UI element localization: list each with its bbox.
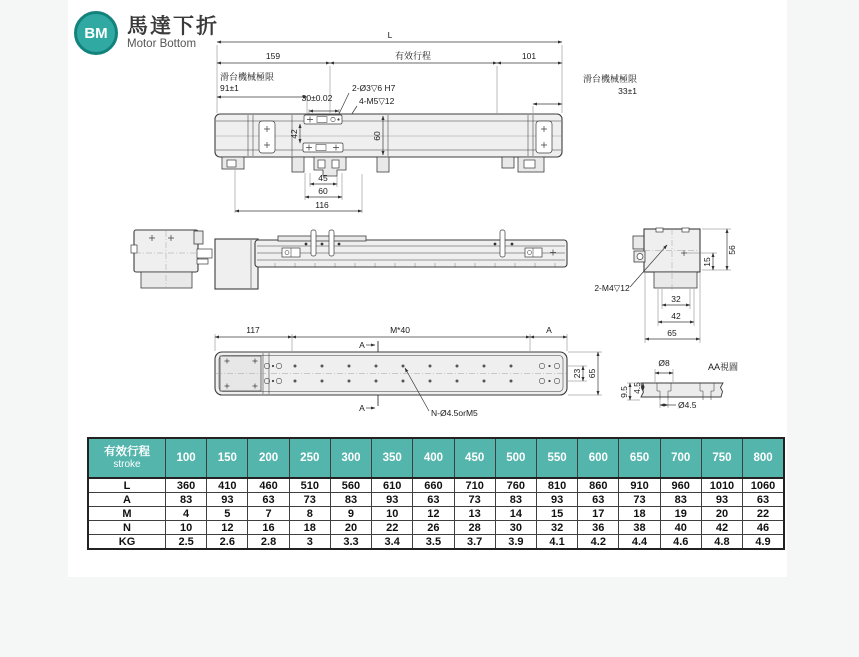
table-cell: 2.5 [166, 535, 207, 550]
bottom-plan-view [215, 325, 602, 418]
stroke-column-header: 100 [166, 438, 207, 478]
stroke-table [87, 437, 785, 550]
row-label: N [88, 521, 166, 535]
table-cell: 12 [207, 521, 248, 535]
table-cell: 22 [372, 521, 413, 535]
dim-foot-116: 116 [315, 200, 329, 210]
grease-pin [329, 230, 334, 256]
section-a-bottom: A [359, 403, 365, 413]
right-end-plate [536, 121, 552, 153]
limit-right-value: 33±1 [618, 86, 637, 96]
table-cell: 63 [578, 493, 619, 507]
stroke-column-header: 600 [578, 438, 619, 478]
stroke-table-body [88, 478, 784, 549]
table-cell: 28 [454, 521, 495, 535]
dim-dia8: Ø8 [658, 358, 670, 368]
table-cell: 9 [330, 507, 371, 521]
table-cell: 13 [454, 507, 495, 521]
stroke-column-header: 700 [660, 438, 701, 478]
table-cell: 560 [330, 478, 371, 493]
table-cell: 360 [166, 478, 207, 493]
table-cell: 83 [166, 493, 207, 507]
row-label: A [88, 493, 166, 507]
dim-depth-9-5: 9.5 [619, 386, 629, 398]
grease-pin [311, 230, 316, 256]
stroke-column-header: 350 [372, 438, 413, 478]
table-cell: 15 [536, 507, 577, 521]
stroke-column-header: 550 [536, 438, 577, 478]
table-cell: 83 [660, 493, 701, 507]
table-cell: 3.9 [495, 535, 536, 550]
dim-body-width: 60 [372, 131, 382, 141]
stroke-column-header: 750 [701, 438, 742, 478]
table-cell: 46 [743, 521, 784, 535]
dim-thru-dia: Ø4.5 [678, 400, 697, 410]
front-side-view [215, 230, 567, 289]
row-label: M [88, 507, 166, 521]
motor-block [215, 239, 258, 289]
table-cell: 63 [743, 493, 784, 507]
table-cell: 910 [619, 478, 660, 493]
stroke-column-header: 150 [207, 438, 248, 478]
table-cell: 410 [207, 478, 248, 493]
table-cell: 2.6 [207, 535, 248, 550]
table-cell: 4.8 [701, 535, 742, 550]
table-cell: 22 [743, 507, 784, 521]
carriage-foot-right [377, 157, 389, 172]
stroke-header-zh: 有效行程 [104, 445, 150, 458]
table-cell: 73 [289, 493, 330, 507]
stopper-pin [500, 230, 505, 257]
stroke-column-header: 300 [330, 438, 371, 478]
table-cell: 510 [289, 478, 330, 493]
rail-body [255, 240, 567, 267]
dim-plan-width-65: 65 [587, 368, 597, 379]
stroke-column-header: 800 [743, 438, 784, 478]
table-cell: 1060 [743, 478, 784, 493]
table-cell: 26 [413, 521, 454, 535]
stroke-column-header: 500 [495, 438, 536, 478]
limit-left-value: 91±1 [220, 83, 239, 93]
table-cell: 83 [495, 493, 536, 507]
table-cell: 93 [207, 493, 248, 507]
stroke-header-en: stroke [113, 458, 141, 470]
table-cell: 810 [536, 478, 577, 493]
table-cell: 16 [248, 521, 289, 535]
table-cell: 20 [330, 521, 371, 535]
table-cell: 93 [372, 493, 413, 507]
logo-subtitle-en: Motor Bottom [127, 38, 197, 51]
table-cell: 3.4 [372, 535, 413, 550]
left-end-plate [259, 121, 275, 153]
table-cell: 660 [413, 478, 454, 493]
limit-right-label: 滑台機械極限 [582, 74, 637, 84]
table-cell: 8 [289, 507, 330, 521]
table-cell: 36 [578, 521, 619, 535]
dim-carriage-width: 42 [289, 129, 299, 139]
aa-section-view [619, 358, 738, 410]
table-cell: 760 [495, 478, 536, 493]
table-cell: 10 [166, 521, 207, 535]
dim-foot-60: 60 [318, 186, 328, 196]
table-cell: 4.2 [578, 535, 619, 550]
table-cell: 7 [248, 507, 289, 521]
table-cell: 2.8 [248, 535, 289, 550]
label-m4-holes: 2-M4▽12 [594, 283, 630, 293]
stroke-column-header: 250 [289, 438, 330, 478]
stroke-header-cell [88, 438, 166, 478]
table-cell: 4 [166, 507, 207, 521]
table-row [88, 493, 784, 507]
table-cell: 3 [289, 535, 330, 550]
stroke-column-header: 200 [248, 438, 289, 478]
table-cell: 63 [248, 493, 289, 507]
stroke-column-header: 650 [619, 438, 660, 478]
stroke-column-header: 450 [454, 438, 495, 478]
table-cell: 42 [701, 521, 742, 535]
section-a-top: A [359, 340, 365, 350]
limit-left-label: 滑台機械極限 [220, 72, 275, 82]
table-cell: 3.3 [330, 535, 371, 550]
dim-profile-height: 56 [727, 245, 737, 255]
table-cell: 14 [495, 507, 536, 521]
logo-title-zh: 馬達下折 [127, 15, 219, 39]
table-cell: 18 [619, 507, 660, 521]
label-screw-holes: 4-M5▽12 [359, 96, 395, 106]
table-cell: 1010 [701, 478, 742, 493]
stroke-column-header: 400 [413, 438, 454, 478]
row-label: L [88, 478, 166, 493]
table-cell: 4.6 [660, 535, 701, 550]
dim-foot-45: 45 [318, 173, 328, 183]
label-pin-holes: 2-Ø3▽6 H7 [352, 83, 396, 93]
table-cell: 83 [330, 493, 371, 507]
table-row [88, 521, 784, 535]
label-n-holes: N-Ø4.5orM5 [431, 408, 478, 418]
dim-offset-15: 15 [702, 257, 712, 267]
dim-effective-stroke: 有效行程 [394, 51, 432, 61]
table-cell: 40 [660, 521, 701, 535]
table-cell: 460 [248, 478, 289, 493]
right-foot-small [502, 157, 514, 168]
row-label: KG [88, 535, 166, 550]
dim-row-pitch-23: 23 [572, 368, 582, 379]
dim-overall-length: L [387, 30, 393, 40]
table-cell: 38 [619, 521, 660, 535]
brand-logo-icon: BM [74, 11, 118, 55]
table-header-row [88, 438, 784, 478]
table-cell: 93 [536, 493, 577, 507]
dim-117: 117 [246, 325, 260, 335]
table-cell: 73 [454, 493, 495, 507]
right-end-view [594, 228, 737, 343]
table-cell: 32 [536, 521, 577, 535]
table-cell: 710 [454, 478, 495, 493]
table-cell: 3.7 [454, 535, 495, 550]
table-cell: 4.4 [619, 535, 660, 550]
table-cell: 18 [289, 521, 330, 535]
table-row [88, 535, 784, 550]
carriage-plate [278, 236, 366, 241]
dim-42: 42 [671, 311, 681, 321]
dim-65: 65 [667, 328, 677, 338]
table-cell: 4.1 [536, 535, 577, 550]
table-cell: 73 [619, 493, 660, 507]
top-side-view [215, 30, 637, 213]
motor-lower-block [654, 272, 697, 288]
table-cell: 4.9 [743, 535, 784, 550]
dim-pin-pitch: 30±0.02 [301, 93, 333, 103]
table-cell: 960 [660, 478, 701, 493]
dim-32: 32 [671, 294, 681, 304]
table-row [88, 507, 784, 521]
left-end-view [131, 230, 212, 288]
table-cell: 610 [372, 478, 413, 493]
aa-plate-section [641, 383, 723, 397]
table-cell: 10 [372, 507, 413, 521]
table-cell: 3.5 [413, 535, 454, 550]
dim-a: A [546, 325, 552, 335]
table-cell: 63 [413, 493, 454, 507]
table-cell: 30 [495, 521, 536, 535]
dim-left-159: 159 [265, 51, 281, 61]
dim-depth-4-5: 4.5 [632, 382, 642, 394]
table-cell: 17 [578, 507, 619, 521]
dim-hole-pitch: M*40 [390, 325, 410, 335]
table-cell: 860 [578, 478, 619, 493]
carriage-foot-left [292, 157, 304, 172]
dim-right-101: 101 [521, 51, 537, 61]
table-cell: 19 [660, 507, 701, 521]
table-cell: 12 [413, 507, 454, 521]
table-cell: 5 [207, 507, 248, 521]
table-cell: 93 [701, 493, 742, 507]
table-row [88, 478, 784, 493]
table-cell: 20 [701, 507, 742, 521]
aa-section-title: AA視圖 [708, 362, 739, 372]
